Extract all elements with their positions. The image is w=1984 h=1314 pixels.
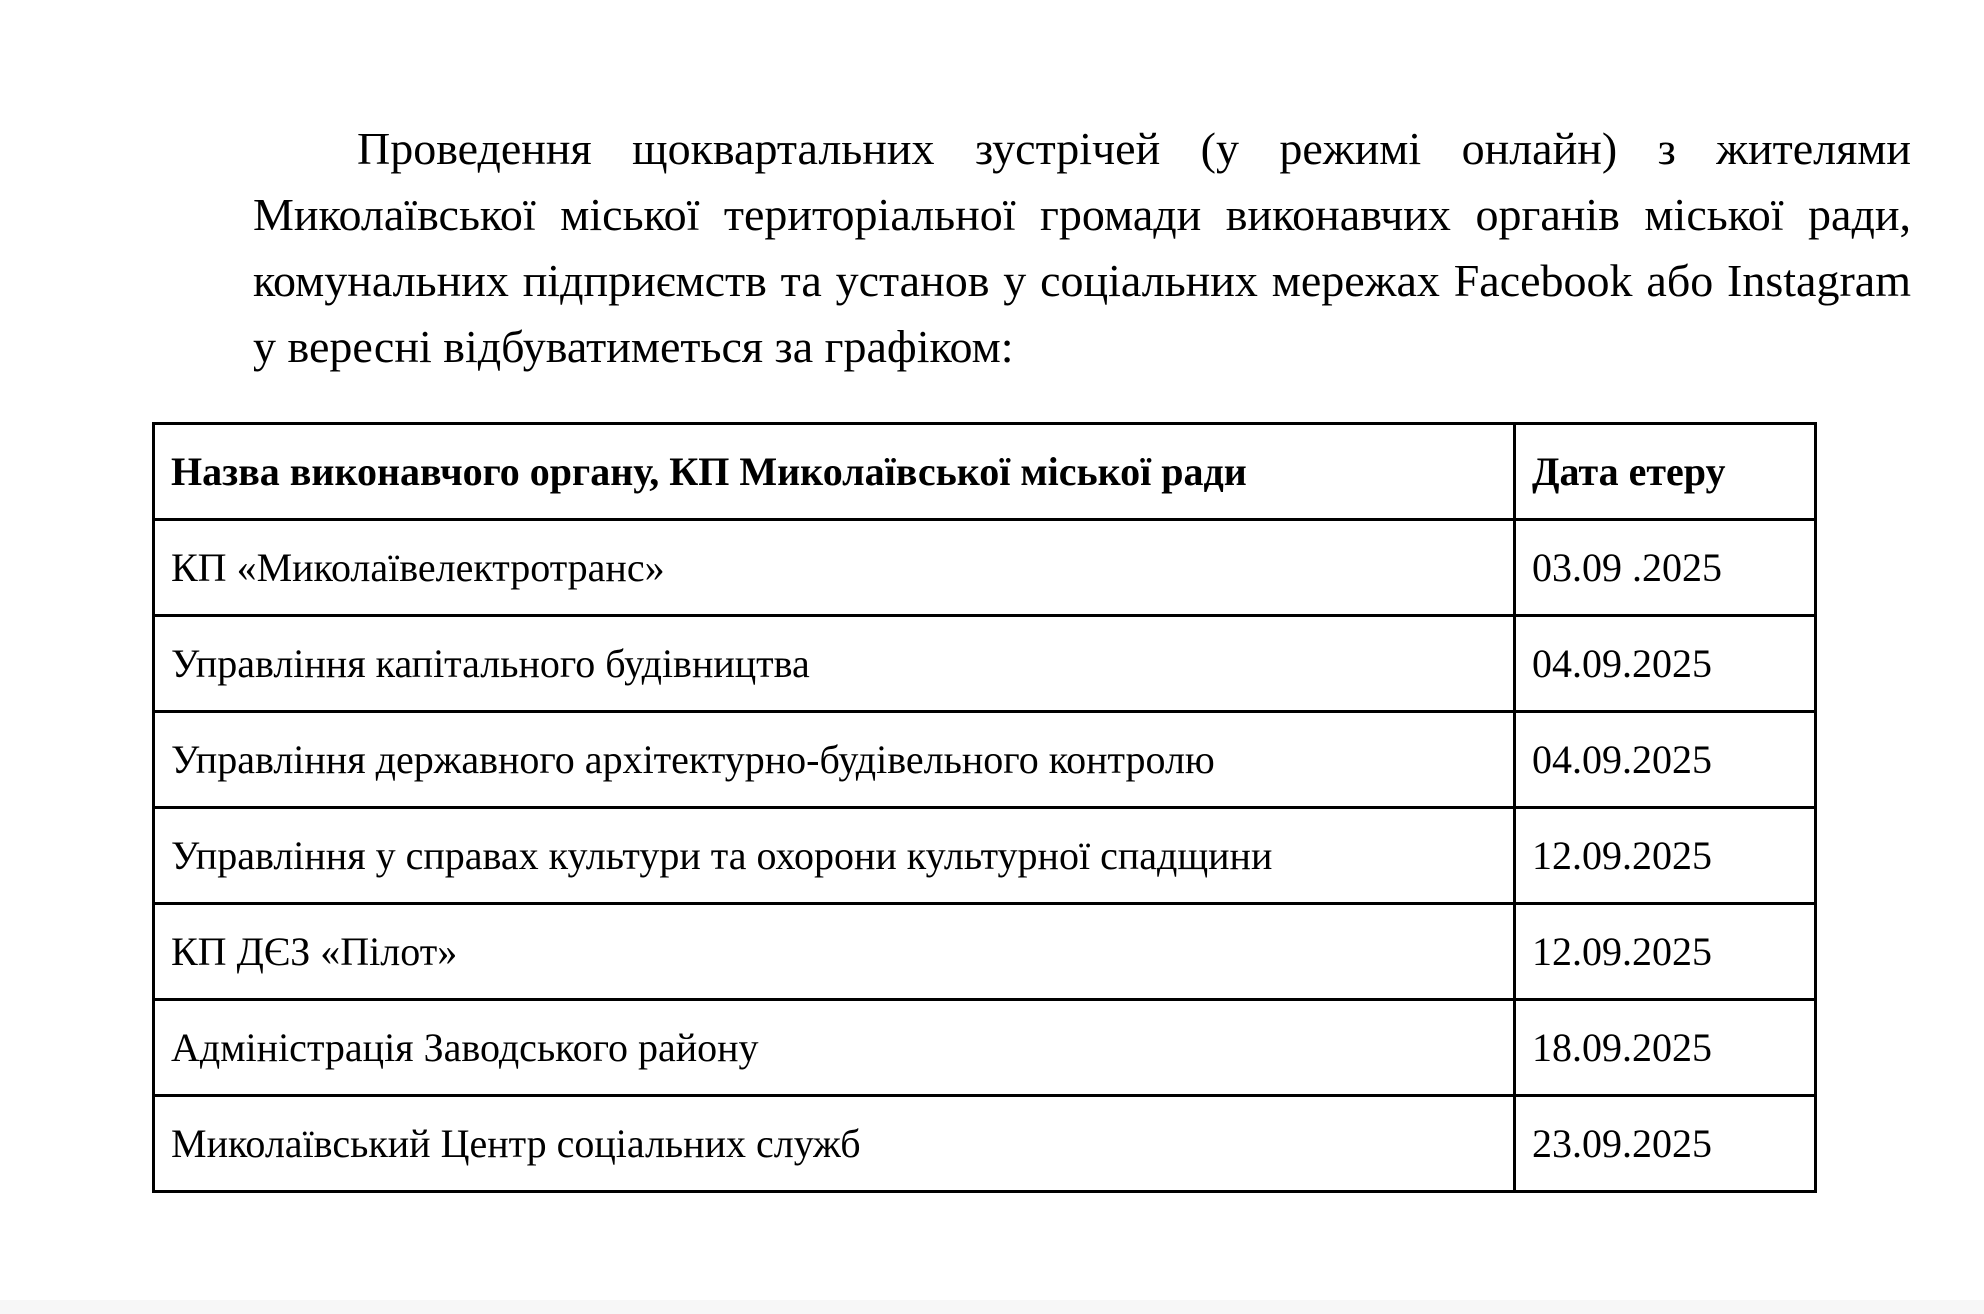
table-header-row: [154, 424, 1816, 520]
table-row: [154, 520, 1816, 616]
header-broadcast-date: Дата етеру: [1515, 424, 1816, 520]
organ-name-cell: Миколаївський Центр соціальних служб: [154, 1096, 1515, 1192]
table-row: [154, 1096, 1816, 1192]
table-row: [154, 616, 1816, 712]
broadcast-date-cell: 23.09.2025: [1515, 1096, 1816, 1192]
broadcast-date-cell: 18.09.2025: [1515, 1000, 1816, 1096]
table-row: [154, 904, 1816, 1000]
schedule-table: [152, 422, 1817, 1193]
organ-name-cell: Управління у справах культури та охорони культурної спадщини: [154, 808, 1515, 904]
broadcast-date-cell: 12.09.2025: [1515, 808, 1816, 904]
table-row: [154, 808, 1816, 904]
broadcast-date-cell: 03.09 .2025: [1515, 520, 1816, 616]
page-bottom-edge: [0, 1300, 1984, 1314]
organ-name-cell: Адміністрація Заводського району: [154, 1000, 1515, 1096]
header-organ-name: Назва виконавчого органу, КП Миколаївської міської ради: [154, 424, 1515, 520]
organ-name-cell: КП ДЄЗ «Пілот»: [154, 904, 1515, 1000]
broadcast-date-cell: 04.09.2025: [1515, 616, 1816, 712]
intro-paragraph: Проведення щоквартальних зустрічей (у режимі онлайн) з жителями Миколаївської міської територіальної громади виконавчих органів міської ради, комунальних підприємств та установ у соціальних мережах Facebook або Instagram у вересні відбуватиметься за графіком:: [253, 123, 1911, 372]
table-row: [154, 1000, 1816, 1096]
organ-name-cell: Управління державного архітектурно-будівельного контролю: [154, 712, 1515, 808]
table-row: [154, 712, 1816, 808]
organ-name-cell: Управління капітального будівництва: [154, 616, 1515, 712]
broadcast-date-cell: 12.09.2025: [1515, 904, 1816, 1000]
organ-name-cell: КП «Миколаївелектротранс»: [154, 520, 1515, 616]
broadcast-date-cell: 04.09.2025: [1515, 712, 1816, 808]
